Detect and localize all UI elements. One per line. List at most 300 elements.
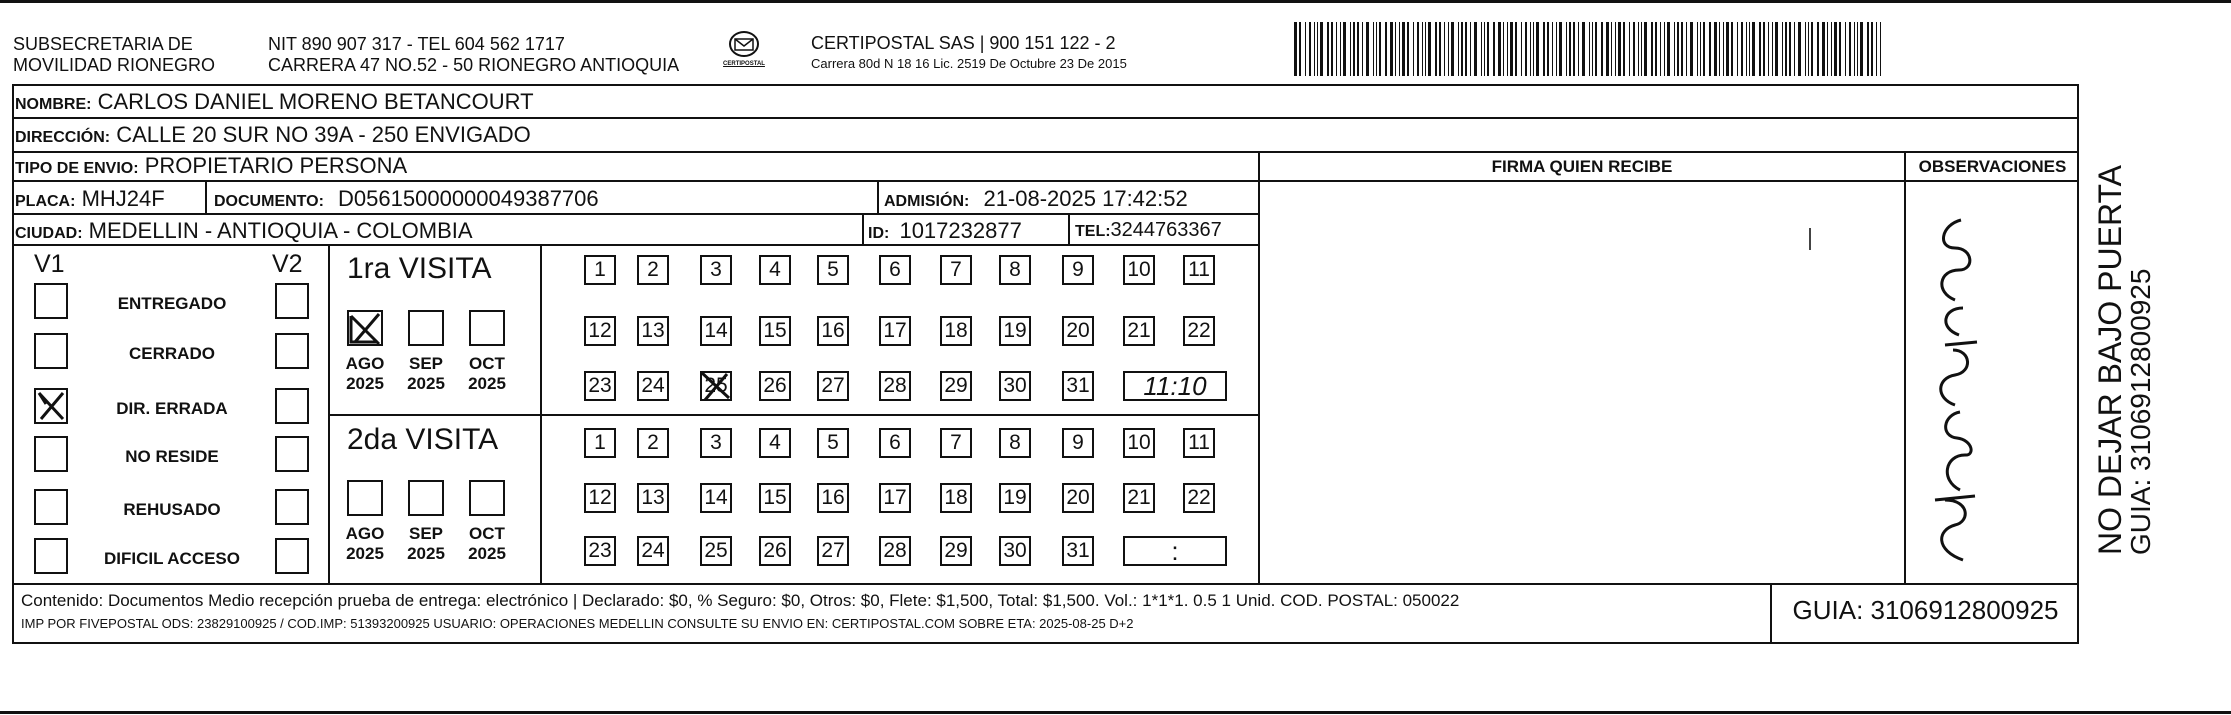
barcode-bar — [1772, 22, 1773, 76]
day-cell[interactable] — [584, 428, 616, 458]
day-number: 8 — [1009, 258, 1021, 281]
day-cell[interactable] — [879, 428, 911, 458]
barcode-bar — [1686, 22, 1687, 76]
firma-header: FIRMA QUIEN RECIBE — [1491, 157, 1673, 176]
org-name — [13, 34, 215, 75]
barcode-bar — [1362, 22, 1363, 76]
v2-label: V2 — [272, 250, 303, 278]
barcode-bar — [1651, 22, 1653, 76]
barcode-bar — [1589, 22, 1590, 76]
barcode-bar — [1700, 22, 1701, 76]
barcode-bar — [1559, 22, 1562, 76]
day-cell[interactable] — [584, 255, 616, 285]
barcode-bar — [1644, 22, 1647, 76]
footer-line2: IMP POR FIVEPOSTAL ODS: 23829100925 / COD.IMP: 51393200925 USUARIO: OPERACIONES MEDELLIN CONSULTE SU ENVIO EN: CERTIPOSTAL.COM SOBRE ETA: 2025-08-25 D+2 — [21, 616, 1134, 631]
barcode-bar — [1451, 22, 1454, 76]
month-checkbox-ago[interactable] — [347, 310, 383, 346]
month-label — [462, 354, 512, 395]
barcode-bar — [1331, 22, 1333, 76]
page-bottom-border — [0, 711, 2231, 714]
day-number: 4 — [769, 431, 781, 454]
barcode-bar — [1327, 22, 1329, 76]
barcode-bar — [1752, 22, 1755, 76]
day-cell[interactable] — [940, 536, 972, 566]
barcode-bar — [1794, 22, 1795, 76]
day-number: 3 — [710, 258, 722, 281]
barcode-bar — [1811, 22, 1813, 76]
month-year: 2025 — [468, 544, 506, 564]
month-year: 2025 — [407, 544, 445, 564]
barcode-bar — [1385, 22, 1387, 76]
v2-checkbox[interactable] — [275, 333, 309, 369]
month-checkbox-ago[interactable] — [347, 480, 383, 516]
day-cell[interactable] — [700, 536, 732, 566]
placa-label: PLACA: — [15, 193, 76, 210]
day-cell[interactable] — [700, 316, 732, 346]
day-cell[interactable] — [999, 316, 1031, 346]
month-checkbox-sep[interactable] — [408, 310, 444, 346]
barcode-bar — [1343, 22, 1346, 76]
day-number: 20 — [1066, 486, 1090, 509]
day-cell[interactable] — [879, 255, 911, 285]
month-year: 2025 — [346, 544, 384, 564]
day-cell[interactable] — [1123, 428, 1155, 458]
barcode-bar — [1376, 22, 1377, 76]
barcode-bar — [1618, 22, 1621, 76]
company-address: Carrera 80d N 18 16 Lic. 2519 De Octubre 23 De 2015 — [811, 55, 1127, 71]
barcode-bar — [1845, 22, 1846, 76]
month-label — [401, 524, 451, 565]
barcode-bar — [1831, 22, 1832, 76]
month-name: OCT — [469, 354, 505, 373]
v1-checkbox[interactable] — [34, 388, 68, 424]
v1-checkbox[interactable] — [34, 333, 68, 369]
day-cell[interactable] — [1123, 316, 1155, 346]
barcode-bar — [1573, 22, 1575, 76]
day-number: 22 — [1187, 486, 1211, 509]
barcode-bar — [1470, 22, 1471, 76]
barcode-bar — [1759, 22, 1761, 76]
barcode-bar — [1428, 22, 1431, 76]
barcode-bar — [1314, 22, 1315, 76]
id-field — [868, 220, 1022, 242]
v1-checkbox[interactable] — [34, 538, 68, 574]
day-cell[interactable] — [759, 316, 791, 346]
day-cell[interactable] — [879, 316, 911, 346]
day-number: 16 — [821, 319, 845, 342]
month-year: 2025 — [346, 374, 384, 394]
tel-field — [1075, 220, 1222, 240]
barcode-bar — [1299, 22, 1301, 76]
barcode-bar — [1768, 22, 1769, 76]
day-cell[interactable] — [1123, 483, 1155, 513]
day-cell[interactable] — [879, 371, 911, 401]
barcode-bar — [1789, 22, 1791, 76]
barcode-bar — [1578, 22, 1579, 76]
org-line2: MOVILIDAD RIONEGRO — [13, 54, 216, 75]
v1-checkbox[interactable] — [34, 436, 68, 472]
footer-divider — [12, 583, 2079, 585]
barcode-bar — [1601, 22, 1603, 76]
status-label: ENTREGADO — [117, 294, 227, 313]
day-cell[interactable] — [759, 255, 791, 285]
barcode-bar — [1569, 22, 1571, 76]
barcode-bar — [1390, 22, 1393, 76]
barcode-bar — [1749, 22, 1750, 76]
barcode-bar — [1336, 22, 1337, 76]
barcode-bar — [1552, 22, 1553, 76]
barcode-bar — [1530, 22, 1531, 76]
barcode-bar — [1633, 22, 1635, 76]
month-name: SEP — [408, 354, 444, 373]
time-box[interactable] — [1123, 536, 1227, 566]
id-value: 1017232877 — [899, 218, 1022, 243]
firma-area[interactable] — [1260, 182, 1904, 583]
day-cell[interactable] — [637, 483, 669, 513]
barcode-bar — [1536, 22, 1539, 76]
barcode-bar — [1805, 22, 1806, 76]
month-year: 2025 — [468, 374, 506, 394]
barcode-bar — [1615, 22, 1616, 76]
day-cell[interactable] — [584, 316, 616, 346]
day-number: 12 — [588, 486, 612, 509]
day-number: 7 — [950, 258, 962, 281]
day-cell[interactable] — [817, 428, 849, 458]
day-cell[interactable] — [759, 428, 791, 458]
barcode-bar — [1849, 22, 1851, 76]
month-label — [401, 354, 451, 395]
barcode-bar — [1305, 22, 1306, 76]
org-line1: SUBSECRETARIA DE — [13, 34, 193, 54]
nombre-field — [15, 91, 534, 113]
visit2-title: 2da VISITA — [347, 423, 499, 456]
barcode-bar — [1641, 22, 1642, 76]
v2-checkbox[interactable] — [275, 388, 309, 424]
status-label: NO RESIDE — [125, 447, 219, 466]
day-cell[interactable] — [700, 371, 732, 401]
day-cell[interactable] — [1062, 371, 1094, 401]
tipo-envio-value: PROPIETARIO PERSONA — [144, 153, 408, 178]
time-box[interactable] — [1123, 371, 1227, 401]
barcode-bar — [1785, 22, 1787, 76]
day-number: 10 — [1127, 431, 1151, 454]
day-cell[interactable] — [999, 428, 1031, 458]
day-cell[interactable] — [1062, 483, 1094, 513]
day-cell[interactable] — [940, 316, 972, 346]
day-number: 26 — [763, 539, 787, 562]
day-number: 13 — [641, 319, 665, 342]
barcode-bar — [1655, 22, 1657, 76]
barcode-bar — [1746, 22, 1747, 76]
day-number: 18 — [944, 486, 968, 509]
barcode-bar — [1493, 22, 1495, 76]
day-cell[interactable] — [1183, 316, 1215, 346]
direccion-field — [15, 124, 531, 146]
observaciones-header: OBSERVACIONES — [1918, 157, 2067, 176]
barcode-bar — [1660, 22, 1661, 76]
barcode-bar — [1731, 22, 1733, 76]
barcode-bar — [1606, 22, 1609, 76]
barcode-bar — [1867, 22, 1869, 76]
month-checkbox-sep[interactable] — [408, 480, 444, 516]
barcode-bar — [1674, 22, 1675, 76]
day-cell[interactable] — [637, 316, 669, 346]
day-cell[interactable] — [700, 483, 732, 513]
month-label — [340, 354, 390, 395]
barcode-bar — [1498, 22, 1501, 76]
day-number: 1 — [594, 431, 606, 454]
tel-value: 3244763367 — [1110, 219, 1222, 241]
day-cell[interactable] — [584, 371, 616, 401]
day-number: 20 — [1066, 319, 1090, 342]
status-label: CERRADO — [129, 344, 215, 363]
day-cell[interactable] — [1062, 428, 1094, 458]
row-divider-1 — [12, 117, 2079, 119]
barcode-bar — [1664, 22, 1665, 76]
day-cell[interactable] — [1183, 483, 1215, 513]
barcode-bar — [1510, 22, 1513, 76]
day-cell[interactable] — [940, 255, 972, 285]
v1-label: V1 — [34, 250, 65, 278]
barcode-bar — [1357, 22, 1359, 76]
barcode-bar — [1775, 22, 1778, 76]
day-number: 25 — [704, 374, 728, 397]
barcode-bar — [1623, 22, 1625, 76]
visits-divider — [328, 414, 1258, 416]
day-number: 18 — [944, 319, 968, 342]
day-cell[interactable] — [1123, 255, 1155, 285]
barcode-bar — [1860, 22, 1863, 76]
day-number: 27 — [821, 374, 845, 397]
id-label: ID: — [868, 225, 890, 242]
day-cell[interactable] — [637, 428, 669, 458]
day-number: 21 — [1127, 319, 1151, 342]
barcode-bar — [1484, 22, 1485, 76]
barcode-bar — [1566, 22, 1567, 76]
barcode-bar — [1822, 22, 1825, 76]
barcode-bar — [1533, 22, 1534, 76]
v1-checkbox[interactable] — [34, 489, 68, 525]
barcode-bar — [1714, 22, 1717, 76]
barcode-bar — [1444, 22, 1445, 76]
barcode-bar — [1871, 22, 1873, 76]
month-label — [462, 524, 512, 565]
org-nit: NIT 890 907 317 - TEL 604 562 1717 — [268, 34, 565, 54]
day-number: 6 — [889, 258, 901, 281]
day-cell[interactable] — [1183, 255, 1215, 285]
barcode-bar — [1782, 22, 1783, 76]
day-number: 30 — [1003, 539, 1027, 562]
barcode-bar — [1399, 22, 1400, 76]
barcode-bar — [1366, 22, 1369, 76]
day-number: 23 — [588, 539, 612, 562]
barcode-bar — [1515, 22, 1517, 76]
day-number: 9 — [1072, 431, 1084, 454]
barcode-bar — [1880, 22, 1881, 76]
month-name: SEP — [408, 524, 444, 543]
v2-checkbox[interactable] — [275, 538, 309, 574]
barcode-bar — [1808, 22, 1809, 76]
day-number: 3 — [710, 431, 722, 454]
barcode-bar — [1697, 22, 1698, 76]
tel-divider — [1068, 213, 1070, 245]
day-cell[interactable] — [1183, 428, 1215, 458]
admision-value: 21-08-2025 17:42:52 — [983, 186, 1188, 211]
barcode-bar — [1592, 22, 1593, 76]
day-cell[interactable] — [817, 255, 849, 285]
barcode-bar — [1309, 22, 1311, 76]
row-divider-5 — [12, 244, 1258, 246]
nombre-label: NOMBRE: — [15, 96, 92, 113]
day-number: 2 — [647, 258, 659, 281]
barcode-bar — [1709, 22, 1711, 76]
day-number: 17 — [883, 319, 907, 342]
tipo-envio-field — [15, 155, 407, 177]
v1-checkbox[interactable] — [34, 283, 68, 319]
nombre-value: CARLOS DANIEL MORENO BETANCOURT — [97, 89, 534, 114]
documento-value: D05615000000049387706 — [338, 186, 599, 211]
barcode-bar — [1726, 22, 1729, 76]
day-number: 17 — [883, 486, 907, 509]
day-cell[interactable] — [817, 316, 849, 346]
month-checkbox-oct[interactable] — [469, 310, 505, 346]
barcode-bar — [1690, 22, 1693, 76]
tel-label: TEL: — [1075, 223, 1111, 240]
day-number: 21 — [1127, 486, 1151, 509]
barcode-bar — [1854, 22, 1855, 76]
month-checkbox-oct[interactable] — [469, 480, 505, 516]
barcode-bar — [1681, 22, 1683, 76]
month-label — [340, 524, 390, 565]
day-cell[interactable] — [759, 536, 791, 566]
barcode-bar — [1379, 22, 1381, 76]
visit1-title: 1ra VISITA — [347, 252, 492, 285]
v2-checkbox[interactable] — [275, 489, 309, 525]
barcode-bar — [1763, 22, 1765, 76]
day-cell[interactable] — [700, 255, 732, 285]
day-cell[interactable] — [637, 255, 669, 285]
day-number: 5 — [827, 258, 839, 281]
day-number: 14 — [704, 486, 728, 509]
day-cell[interactable] — [940, 371, 972, 401]
org-address: CARRERA 47 NO.52 - 50 RIONEGRO ANTIOQUIA — [268, 54, 680, 75]
day-number: 29 — [944, 374, 968, 397]
day-cell[interactable] — [999, 371, 1031, 401]
day-number: 1 — [594, 258, 606, 281]
barcode-bar — [1425, 22, 1426, 76]
barcode-bar — [1543, 22, 1545, 76]
day-number: 19 — [1003, 319, 1027, 342]
company-name: CERTIPOSTAL SAS | 900 151 122 - 2 — [811, 33, 1116, 53]
day-number: 22 — [1187, 319, 1211, 342]
day-number: 15 — [763, 486, 787, 509]
day-cell[interactable] — [759, 371, 791, 401]
day-cell[interactable] — [999, 536, 1031, 566]
barcode-bar — [1503, 22, 1504, 76]
check-x-mark-icon — [36, 390, 66, 422]
day-cell[interactable] — [940, 428, 972, 458]
day-cell[interactable] — [940, 483, 972, 513]
day-number: 27 — [821, 539, 845, 562]
barcode-bar — [1667, 22, 1670, 76]
day-cell[interactable] — [817, 536, 849, 566]
barcode-bar — [1413, 22, 1414, 76]
barcode-bar — [1817, 22, 1819, 76]
day-cell[interactable] — [1062, 255, 1094, 285]
documento-field — [214, 188, 599, 210]
barcode-bar — [1294, 22, 1297, 76]
barcode-bar — [1595, 22, 1597, 76]
day-cell[interactable] — [759, 483, 791, 513]
day-cell[interactable] — [817, 371, 849, 401]
day-number: 28 — [883, 374, 907, 397]
day-cell[interactable] — [584, 483, 616, 513]
admision-label: ADMISIÓN: — [884, 193, 970, 210]
day-number: 24 — [641, 539, 665, 562]
day-number: 15 — [763, 319, 787, 342]
barcode-bar — [1320, 22, 1323, 76]
day-number: 28 — [883, 539, 907, 562]
day-number: 6 — [889, 431, 901, 454]
day-cell[interactable] — [584, 536, 616, 566]
day-number: 11 — [1188, 431, 1210, 454]
barcode-bar — [1857, 22, 1858, 76]
barcode-bar — [1611, 22, 1612, 76]
side-guia: GUIA: 3106912800925 — [2125, 268, 2156, 555]
barcode-bar — [1435, 22, 1437, 76]
direccion-label: DIRECCIÓN: — [15, 129, 111, 146]
time-value: 11:10 — [1143, 370, 1207, 401]
day-cell[interactable] — [879, 483, 911, 513]
v2-checkbox[interactable] — [275, 283, 309, 319]
day-cell[interactable] — [999, 255, 1031, 285]
barcode-bar — [1703, 22, 1705, 76]
day-number: 29 — [944, 539, 968, 562]
day-cell[interactable] — [1062, 536, 1094, 566]
month-name: OCT — [469, 524, 505, 543]
admision-divider — [877, 180, 879, 214]
barcode-bar — [1458, 22, 1459, 76]
barcode-bar — [1474, 22, 1477, 76]
placa-divider — [205, 180, 207, 214]
ciudad-label: CIUDAD: — [15, 225, 83, 242]
day-cell[interactable] — [700, 428, 732, 458]
day-number: 13 — [641, 486, 665, 509]
status-label: DIR. ERRADA — [116, 399, 228, 418]
day-cell[interactable] — [999, 483, 1031, 513]
day-number: 9 — [1072, 258, 1084, 281]
barcode-bar — [1827, 22, 1828, 76]
placa-field — [15, 188, 165, 210]
barcode-bar — [1525, 22, 1527, 76]
barcode-bar — [1629, 22, 1630, 76]
day-cell[interactable] — [637, 536, 669, 566]
barcode-bar — [1461, 22, 1463, 76]
barcode-bar — [1407, 22, 1409, 76]
day-cell[interactable] — [879, 536, 911, 566]
day-cell[interactable] — [1062, 316, 1094, 346]
side-no-dejar: NO DEJAR BAJO PUERTA — [2092, 165, 2128, 555]
day-number: 19 — [1003, 486, 1027, 509]
barcode-graphic — [1292, 22, 1886, 76]
v1v2-right-border — [328, 244, 330, 584]
barcode-bar — [1677, 22, 1679, 76]
barcode-bar — [1547, 22, 1549, 76]
v2-checkbox[interactable] — [275, 436, 309, 472]
barcode-bar — [1839, 22, 1841, 76]
day-cell[interactable] — [637, 371, 669, 401]
day-cell[interactable] — [817, 483, 849, 513]
